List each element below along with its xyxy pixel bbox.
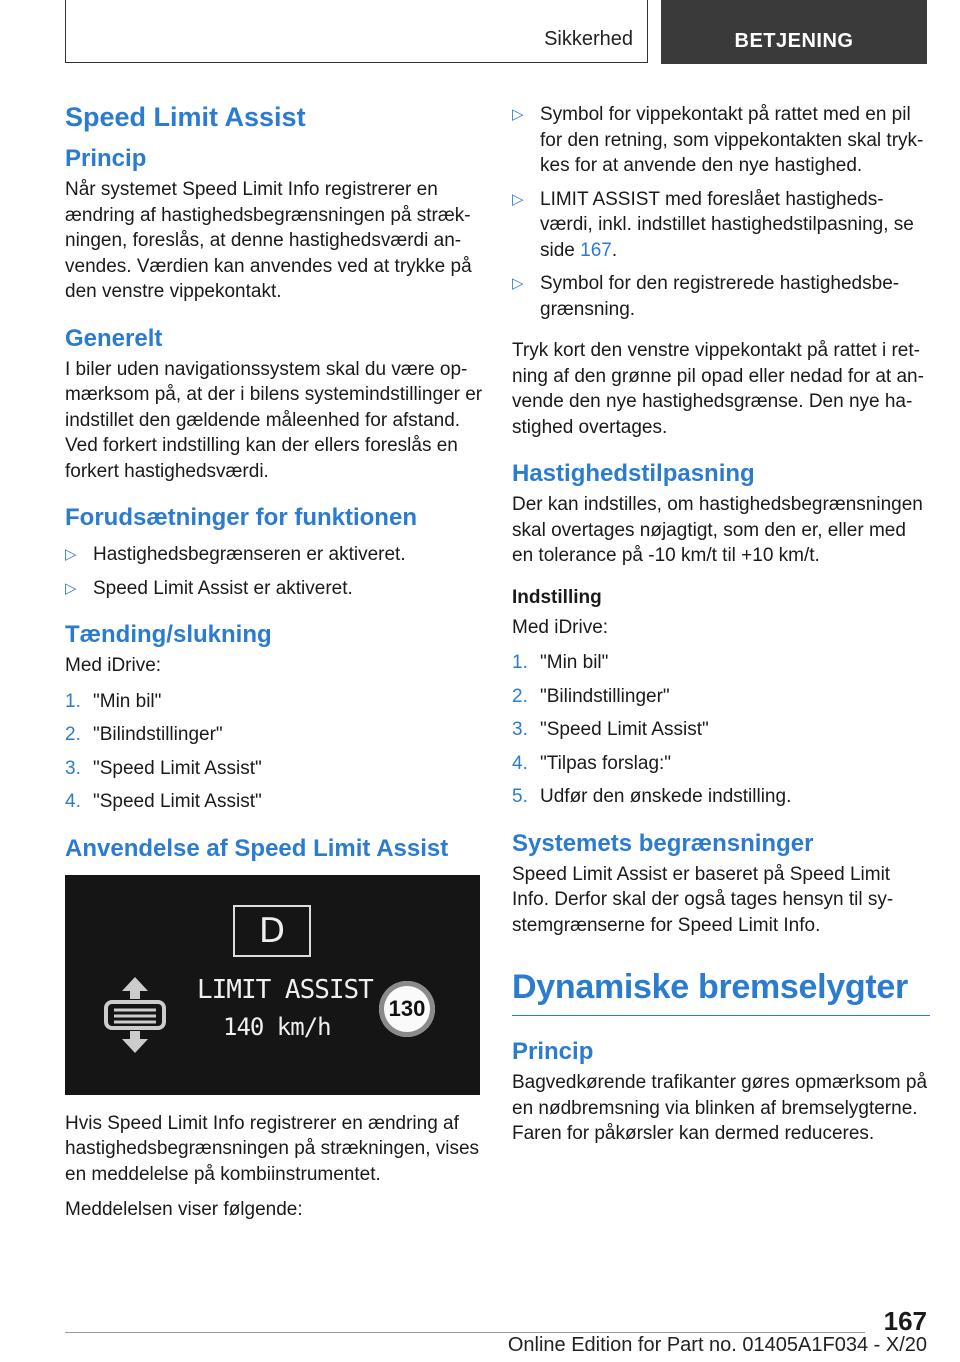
paragraph-generelt: I biler uden navigationssystem skal du være opmærksom på, at der i bilens systemindstillinger er indstillet den gældende måleenhed for afstand. Ved forkert indstilling kan der ellers foreslås en forkert hastighedsværdi. xyxy=(65,358,483,482)
list-item: ▷ Speed Limit Assist er aktiveret. xyxy=(65,576,483,602)
paragraph-princip: Når systemet Speed Limit Info registrerer en ændring af hastighedsbegrænsningen på strækningen, foreslås, at denne hastighedsværdi anvendes. Værdien kan anvendes ved at trykke på den venstre vippekontakt. xyxy=(65,179,472,302)
heading-systemets-begraensninger: Systemets begrænsninger xyxy=(512,829,814,857)
header-section-box xyxy=(65,0,648,63)
paragraph-dynamiske-bremselygter: Bagvedkørende trafikanter gøres opmærksom på en nødbremsning via blinken af bremselygterne. Faren for påkørsler kan dermed reduceres. xyxy=(512,1072,928,1144)
header-section-title: Sikkerhed xyxy=(544,28,633,50)
suggested-speed: 140 km/h xyxy=(223,1012,331,1041)
heading-taending: Tænding/slukning xyxy=(65,621,272,648)
paragraph-med-idrive: Med iDrive: xyxy=(65,655,162,676)
steps-list xyxy=(65,689,483,815)
list-item: ▷ Symbol for vippekontakt på rattet med en pil for den retning, som vippekontakten skal trykkes for at anvende den nye hastighed. xyxy=(512,104,924,176)
triangle-bullet-icon: ▷ xyxy=(65,579,77,597)
instrument-cluster-image xyxy=(65,875,480,1095)
message-items-list xyxy=(512,102,930,322)
gear-indicator: D xyxy=(233,905,311,957)
list-item: ▷ LIMIT ASSIST med foreslået hastighedsværdi, inkl. indstillet hastighedstilpasning, se side 167. xyxy=(512,188,914,261)
page-number: 167 xyxy=(883,1306,927,1336)
header-chapter-tab: BETJENING xyxy=(661,0,927,64)
right-column xyxy=(512,102,930,1157)
list-item: 1. "Min bil" xyxy=(512,652,609,673)
page-link[interactable]: 167 xyxy=(580,239,612,261)
list-item: 3. "Speed Limit Assist" xyxy=(65,757,262,779)
paragraph-tryk: Tryk kort den venstre vippekontakt på rattet i retning af den grønne pil opad eller nedad for at anvende den nye hastighedsgrænse. Den nye hastighed overtages. xyxy=(512,340,924,438)
left-column xyxy=(65,102,483,1233)
page-header xyxy=(65,0,927,64)
heading-forudsaetninger: Forudsætninger for funktionen xyxy=(65,504,417,531)
heading-hastighedstilpasning: Hastighedstilpasning xyxy=(512,460,755,487)
list-item: 1. "Min bil" xyxy=(65,690,162,712)
list-item: 2. "Bilindstillinger" xyxy=(65,724,223,745)
edition-text: Online Edition for Part no. 01405A1F034 - X/20 xyxy=(507,1334,927,1356)
triangle-bullet-icon: ▷ xyxy=(512,190,524,208)
paragraph-anvendelse: Hvis Speed Limit Info registrerer en ændring af hastighedsbegrænsningen på strækningen, vises en meddelelse på kombiinstrumentet. xyxy=(65,1112,480,1185)
list-item: ▷ Hastighedsbegrænseren er aktiveret. xyxy=(65,542,483,568)
heading-princip: Princip xyxy=(65,145,147,172)
paragraph-systemets-begraensninger: Speed Limit Assist er baseret på Speed Limit Info. Derfor skal der også tages hensyn til systemgrænserne for Speed Limit Info. xyxy=(512,863,894,936)
triangle-bullet-icon: ▷ xyxy=(512,106,524,123)
footer-divider xyxy=(65,1332,865,1333)
section-title: Speed Limit Assist xyxy=(65,102,306,132)
list-item: 4. "Tilpas forslag:" xyxy=(512,752,672,774)
list-item: 4. "Speed Limit Assist" xyxy=(65,791,262,812)
list-item: ▷ Symbol for den registrerede hastighedsbegrænsning. xyxy=(512,273,900,320)
prerequisite-list xyxy=(65,542,483,601)
rocker-switch-arrows-icon xyxy=(100,975,170,1055)
triangle-bullet-icon: ▷ xyxy=(65,546,77,563)
speed-limit-sign-icon: 130 xyxy=(379,981,435,1037)
list-item: 2. "Bilindstillinger" xyxy=(512,685,670,707)
heading-anvendelse: Anvendelse af Speed Limit Assist xyxy=(65,834,449,862)
paragraph-med-idrive: Med iDrive: xyxy=(512,616,609,638)
list-item: 3. "Speed Limit Assist" xyxy=(512,719,709,740)
paragraph-hastighedstilpasning: Der kan indstilles, om hastighedsbegrænsningen skal overtages nøjagtigt, som den er, eller med en tolerance på -10 km/t til +10 km/t. xyxy=(512,494,923,566)
steps-list xyxy=(512,650,930,810)
paragraph-meddelelse: Meddelelsen viser følgende: xyxy=(65,1199,303,1220)
heading-indstilling: Indstilling xyxy=(512,586,602,608)
triangle-bullet-icon: ▷ xyxy=(512,275,524,292)
chapter-title-dynamiske-bremselygter: Dynamiske bremselygter xyxy=(512,968,930,1016)
heading-generelt: Generelt xyxy=(65,324,163,352)
heading-princip: Princip xyxy=(512,1038,594,1065)
limit-assist-label: LIMIT ASSIST xyxy=(197,974,373,1005)
list-item: 5. Udfør den ønskede indstilling. xyxy=(512,786,792,807)
